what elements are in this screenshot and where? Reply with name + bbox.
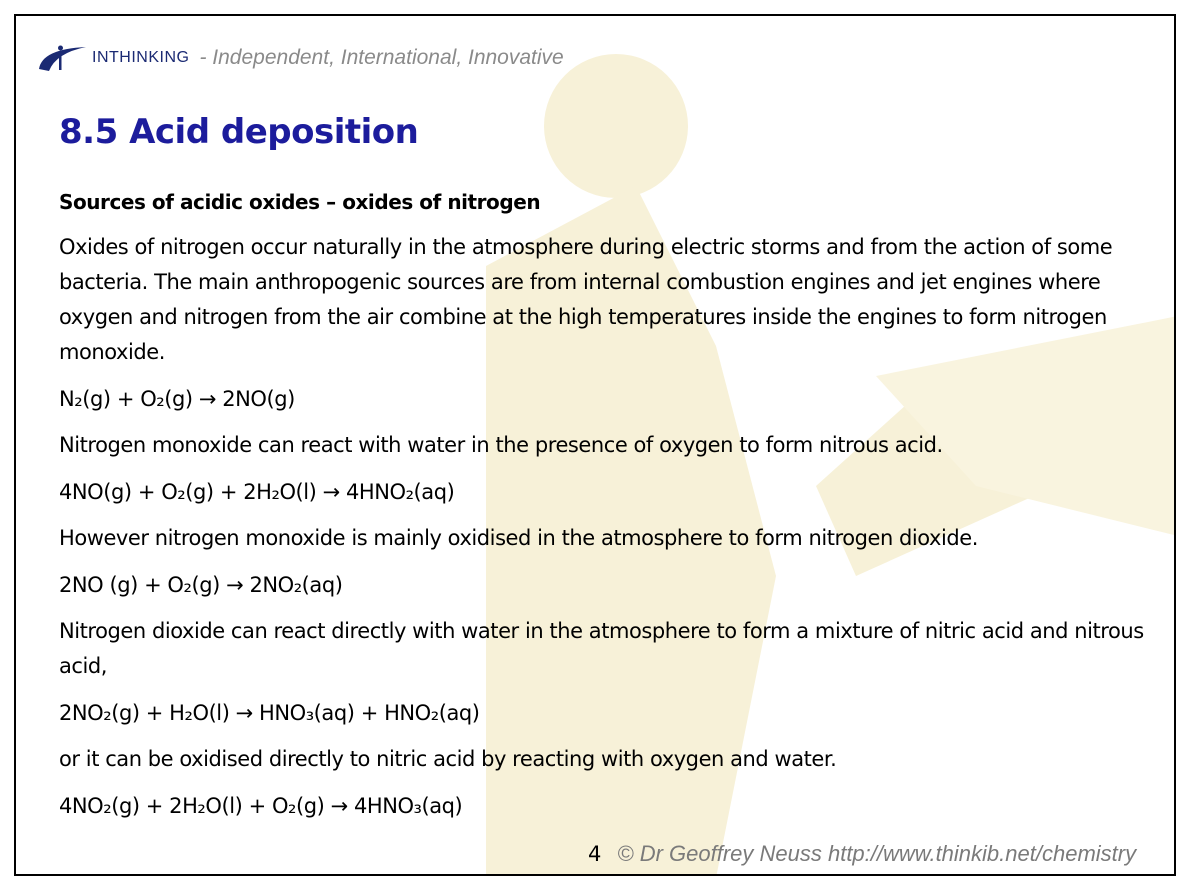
slide-body bbox=[59, 190, 1171, 835]
slide bbox=[14, 14, 1176, 876]
page-number: 4 bbox=[588, 842, 602, 866]
paragraph-natural-sources: Oxides of nitrogen occur naturally in the atmosphere during electric storms and from the action of some bacteria. The main anthropogenic sources are from internal combustion engines and jet engines where oxygen and nitrogen from the air combine at the high temperatures inside the engines to form nitrogen monoxide. bbox=[59, 235, 1113, 364]
paragraph-acid-mixture: Nitrogen dioxide can react directly with water in the atmosphere to form a mixture of nitric acid and nitrous acid, bbox=[59, 619, 1144, 678]
equation-nitrogen-monoxide: N₂(g) + O₂(g) → 2NO(g) bbox=[59, 387, 295, 411]
equation-nitrogen-dioxide: 2NO (g) + O₂(g) → 2NO₂(aq) bbox=[59, 573, 343, 597]
paragraph-nitrous-acid: Nitrogen monoxide can react with water in the presence of oxygen to form nitrous acid. bbox=[59, 433, 943, 457]
paragraph-nitric-acid: or it can be oxidised directly to nitric acid by reacting with oxygen and water. bbox=[59, 747, 837, 771]
equation-acid-mixture: 2NO₂(g) + H₂O(l) → HNO₃(aq) + HNO₂(aq) bbox=[59, 701, 480, 725]
equation-nitric-acid: 4NO₂(g) + 2H₂O(l) + O₂(g) → 4HNO₃(aq) bbox=[59, 794, 463, 818]
header bbox=[36, 38, 564, 78]
equation-nitrous-acid: 4NO(g) + O₂(g) + 2H₂O(l) → 4HNO₂(aq) bbox=[59, 480, 455, 504]
inthinking-logo-icon bbox=[36, 41, 96, 75]
footer bbox=[588, 841, 1136, 867]
tagline: - Independent, International, Innovative bbox=[199, 46, 564, 69]
section-heading: Sources of acidic oxides – oxides of nitrogen bbox=[59, 190, 541, 214]
paragraph-nitrogen-dioxide: However nitrogen monoxide is mainly oxidised in the atmosphere to form nitrogen dioxide. bbox=[59, 526, 978, 550]
page-title: 8.5 Acid deposition bbox=[59, 112, 419, 152]
logo-text: INTHINKING bbox=[92, 49, 190, 66]
copyright-notice: © Dr Geoffrey Neuss http://www.thinkib.net/chemistry bbox=[617, 841, 1137, 866]
